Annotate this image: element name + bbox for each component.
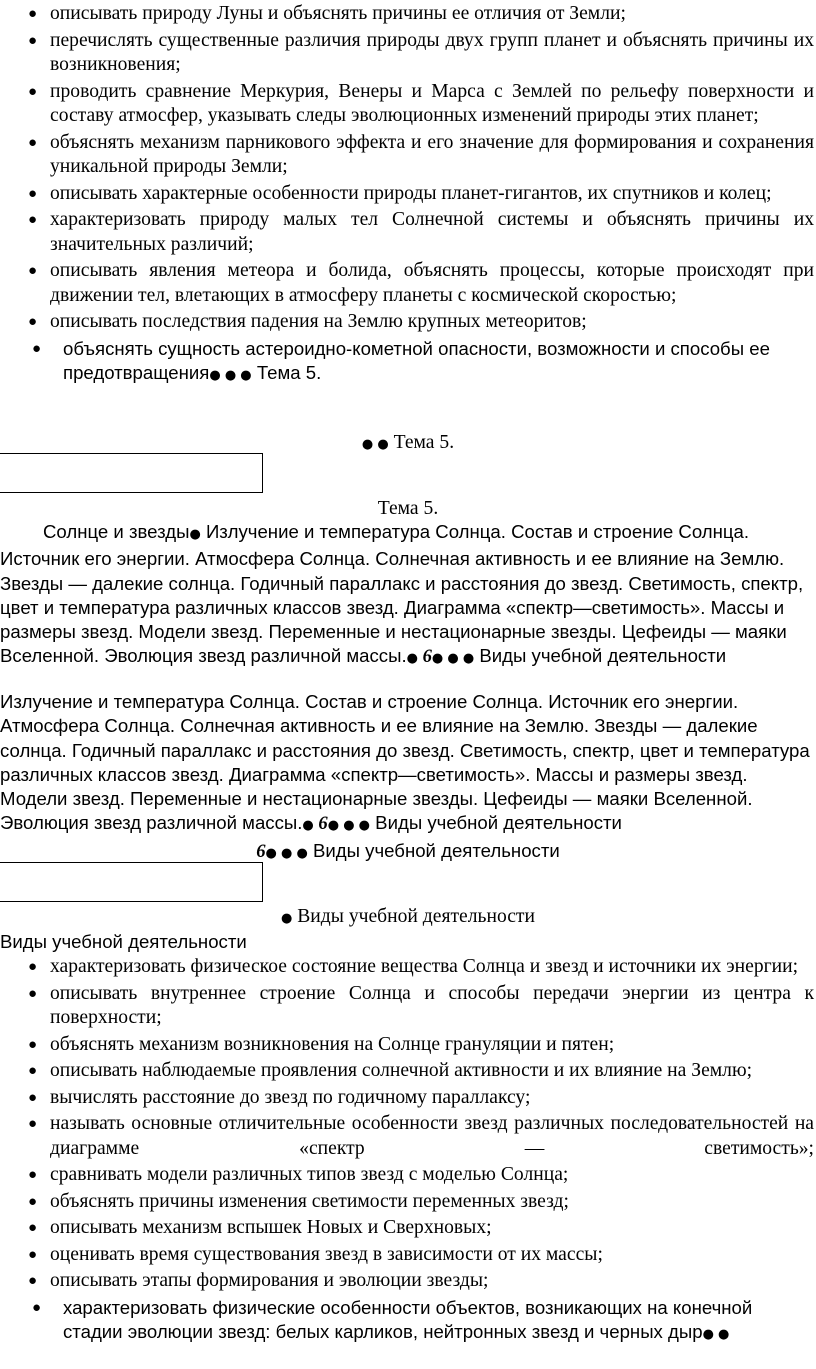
section-heading: Виды учебной деятельности bbox=[0, 931, 247, 952]
list-item: ● описывать природу Луны и объяснять причины ее отличия от Земли; bbox=[0, 2, 816, 27]
list-item: ● проводить сравнение Меркурия, Венеры и Марса с Землей по рельефу поверхности и составу атмосфер, указывать следы эволюционных изменений природы этих планет; bbox=[28, 80, 814, 126]
activity-line: 6● ● ● Виды учебной деятельности bbox=[256, 840, 560, 862]
topic-paragraph: Солнце и звезды● Излучение и температура Солнца. Состав и строение Солнца. Источник его энергии. Атмосфера Солнца. Солнечная активность и ее влияние на Землю. Звезды — далекие солнца. Годичный параллакс и расстояния до звезд. Светимость, спектр, цвет и температура различных классов звезд. Диаграмма «спектр—светимость». Массы и размеры звезд. Модели звезд. Переменные и нестационарные звезды. Цефеиды — маяки Вселенной. Эволюция звезд различной массы.● 6● ● ● Виды учебной деятельности bbox=[0, 521, 804, 668]
dots-icon: ● ● ● bbox=[327, 818, 371, 834]
list-item: ● характеризовать природу малых тел Солнечной системы и объяснять причины их значительных различий; bbox=[28, 209, 814, 255]
list-item: ● описывать механизм вспышек Новых и Сверхновых; bbox=[0, 1216, 816, 1241]
list-item: ● описывать внутреннее строение Солнца и способы передачи энергии из центра к поверхности; bbox=[28, 982, 814, 1028]
bullet-icon: ● bbox=[28, 1193, 38, 1210]
dots-icon: ● ● ● bbox=[265, 846, 308, 861]
list-item: ● описывать наблюдаемые проявления солнечной активности и их влияние на Землю; bbox=[0, 1059, 816, 1084]
bullet-icon: ● bbox=[28, 212, 38, 228]
dot-icon: ● bbox=[302, 818, 314, 834]
dot-icon: ● bbox=[189, 527, 201, 542]
topic-paragraph-repeat: Излучение и температура Солнца. Состав и строение Солнца. Источник его энергии. Атмосфера Солнца. Солнечная активность и ее влияние на Землю. Звезды — далекие солнца. Годичный параллакс и расстояния до звезд. Светимость, спектр, цвет и температура различных классов звезд. Диаграмма «спектр—светимость». Массы и размеры звезд. Модели звезд. Переменные и нестационарные звезды. Цефеиды — маяки Вселенной. Эволюция звезд различной массы.● 6● ● ● Виды учебной деятельности bbox=[0, 691, 810, 835]
outcomes-list-stars bbox=[0, 955, 816, 1350]
list-item: ● сравнивать модели различных типов звезд с моделью Солнца; bbox=[0, 1163, 816, 1188]
list-item: ● называть основные отличительные особенности звезд различных последовательностей на диаграмме «спектр — светимость»; bbox=[28, 1113, 814, 1159]
bullet-icon: ● bbox=[28, 6, 38, 22]
bullet-icon: ● bbox=[28, 1036, 38, 1053]
bullet-icon: ● bbox=[28, 83, 38, 100]
dots-icon: ● ● ● bbox=[431, 651, 475, 667]
bullet-icon: ● bbox=[28, 985, 38, 1002]
dot-icon: ● bbox=[406, 651, 418, 667]
list-item: ● описывать характерные особенности природы планет-гигантов, их спутников и колец; bbox=[0, 182, 816, 207]
bullet-icon: ● bbox=[28, 1116, 38, 1132]
list-item: ● объяснять причины изменения светимости переменных звезд; bbox=[0, 1190, 816, 1215]
bullet-icon: ● bbox=[32, 1298, 42, 1316]
dot-icon: ● bbox=[281, 911, 293, 926]
bullet-icon: ● bbox=[28, 134, 38, 151]
bullet-icon: ● bbox=[28, 32, 38, 49]
bullet-icon: ● bbox=[28, 1167, 38, 1183]
dots-icon: ● ● bbox=[702, 1327, 730, 1342]
topic-heading: Тема 5. bbox=[377, 498, 439, 519]
outcomes-list-planets bbox=[0, 2, 816, 391]
list-item-last: ● объяснять сущность астероидно-кометной опасности, возможности и способы ее предотвращения● ● ● Тема 5. bbox=[32, 337, 770, 383]
bullet-icon: ● bbox=[28, 1063, 38, 1079]
bullet-icon: ● bbox=[28, 1089, 38, 1106]
dots-icon: ● ● bbox=[361, 437, 389, 452]
bullet-icon: ● bbox=[28, 185, 38, 202]
bullet-icon: ● bbox=[28, 1220, 38, 1236]
list-item: ● оценивать время существования звезд в зависимости от их массы; bbox=[0, 1243, 816, 1268]
topic-line: ● ● Тема 5. bbox=[361, 432, 455, 453]
list-item: ● объяснять механизм парникового эффекта и его значение для формирования и сохранения уникальной природы Земли; bbox=[28, 131, 814, 177]
bullet-icon: ● bbox=[28, 1273, 38, 1289]
bullet-icon: ● bbox=[28, 314, 38, 330]
list-item: ● описывать явления метеора и болида, объяснять процессы, которые происходят при движении тел, влетающих в атмосферу планеты с космической скоростью; bbox=[28, 260, 814, 306]
list-item: ● перечислять существенные различия природы двух групп планет и объяснять причины их возникновения; bbox=[28, 29, 814, 75]
bullet-icon: ● bbox=[28, 1246, 38, 1263]
list-item-last: ● характеризовать физические особенности объектов, возникающих на конечной стадии эволюции звезд: белых карликов, нейтронных звезд и черных дыр● ● bbox=[32, 1296, 753, 1342]
bullet-icon: ● bbox=[28, 959, 38, 975]
bullet-icon: ● bbox=[32, 339, 42, 357]
bullet-icon: ● bbox=[28, 263, 38, 279]
list-item: ● объяснять механизм возникновения на Солнце грануляции и пятен; bbox=[0, 1033, 816, 1058]
text-frame bbox=[0, 862, 263, 902]
list-item: ● описывать этапы формирования и эволюции звезды; bbox=[0, 1269, 816, 1294]
text-frame bbox=[0, 453, 263, 493]
activity-line: ● Виды учебной деятельности bbox=[281, 906, 535, 927]
list-item: ● вычислять расстояние до звезд по годичному параллаксу; bbox=[0, 1086, 816, 1111]
list-item: ● описывать последствия падения на Землю крупных метеоритов; bbox=[0, 310, 816, 335]
list-item: ● характеризовать физическое состояние вещества Солнца и звезд и источники их энергии; bbox=[0, 955, 816, 980]
dots-icon: ● ● ● bbox=[209, 368, 252, 383]
